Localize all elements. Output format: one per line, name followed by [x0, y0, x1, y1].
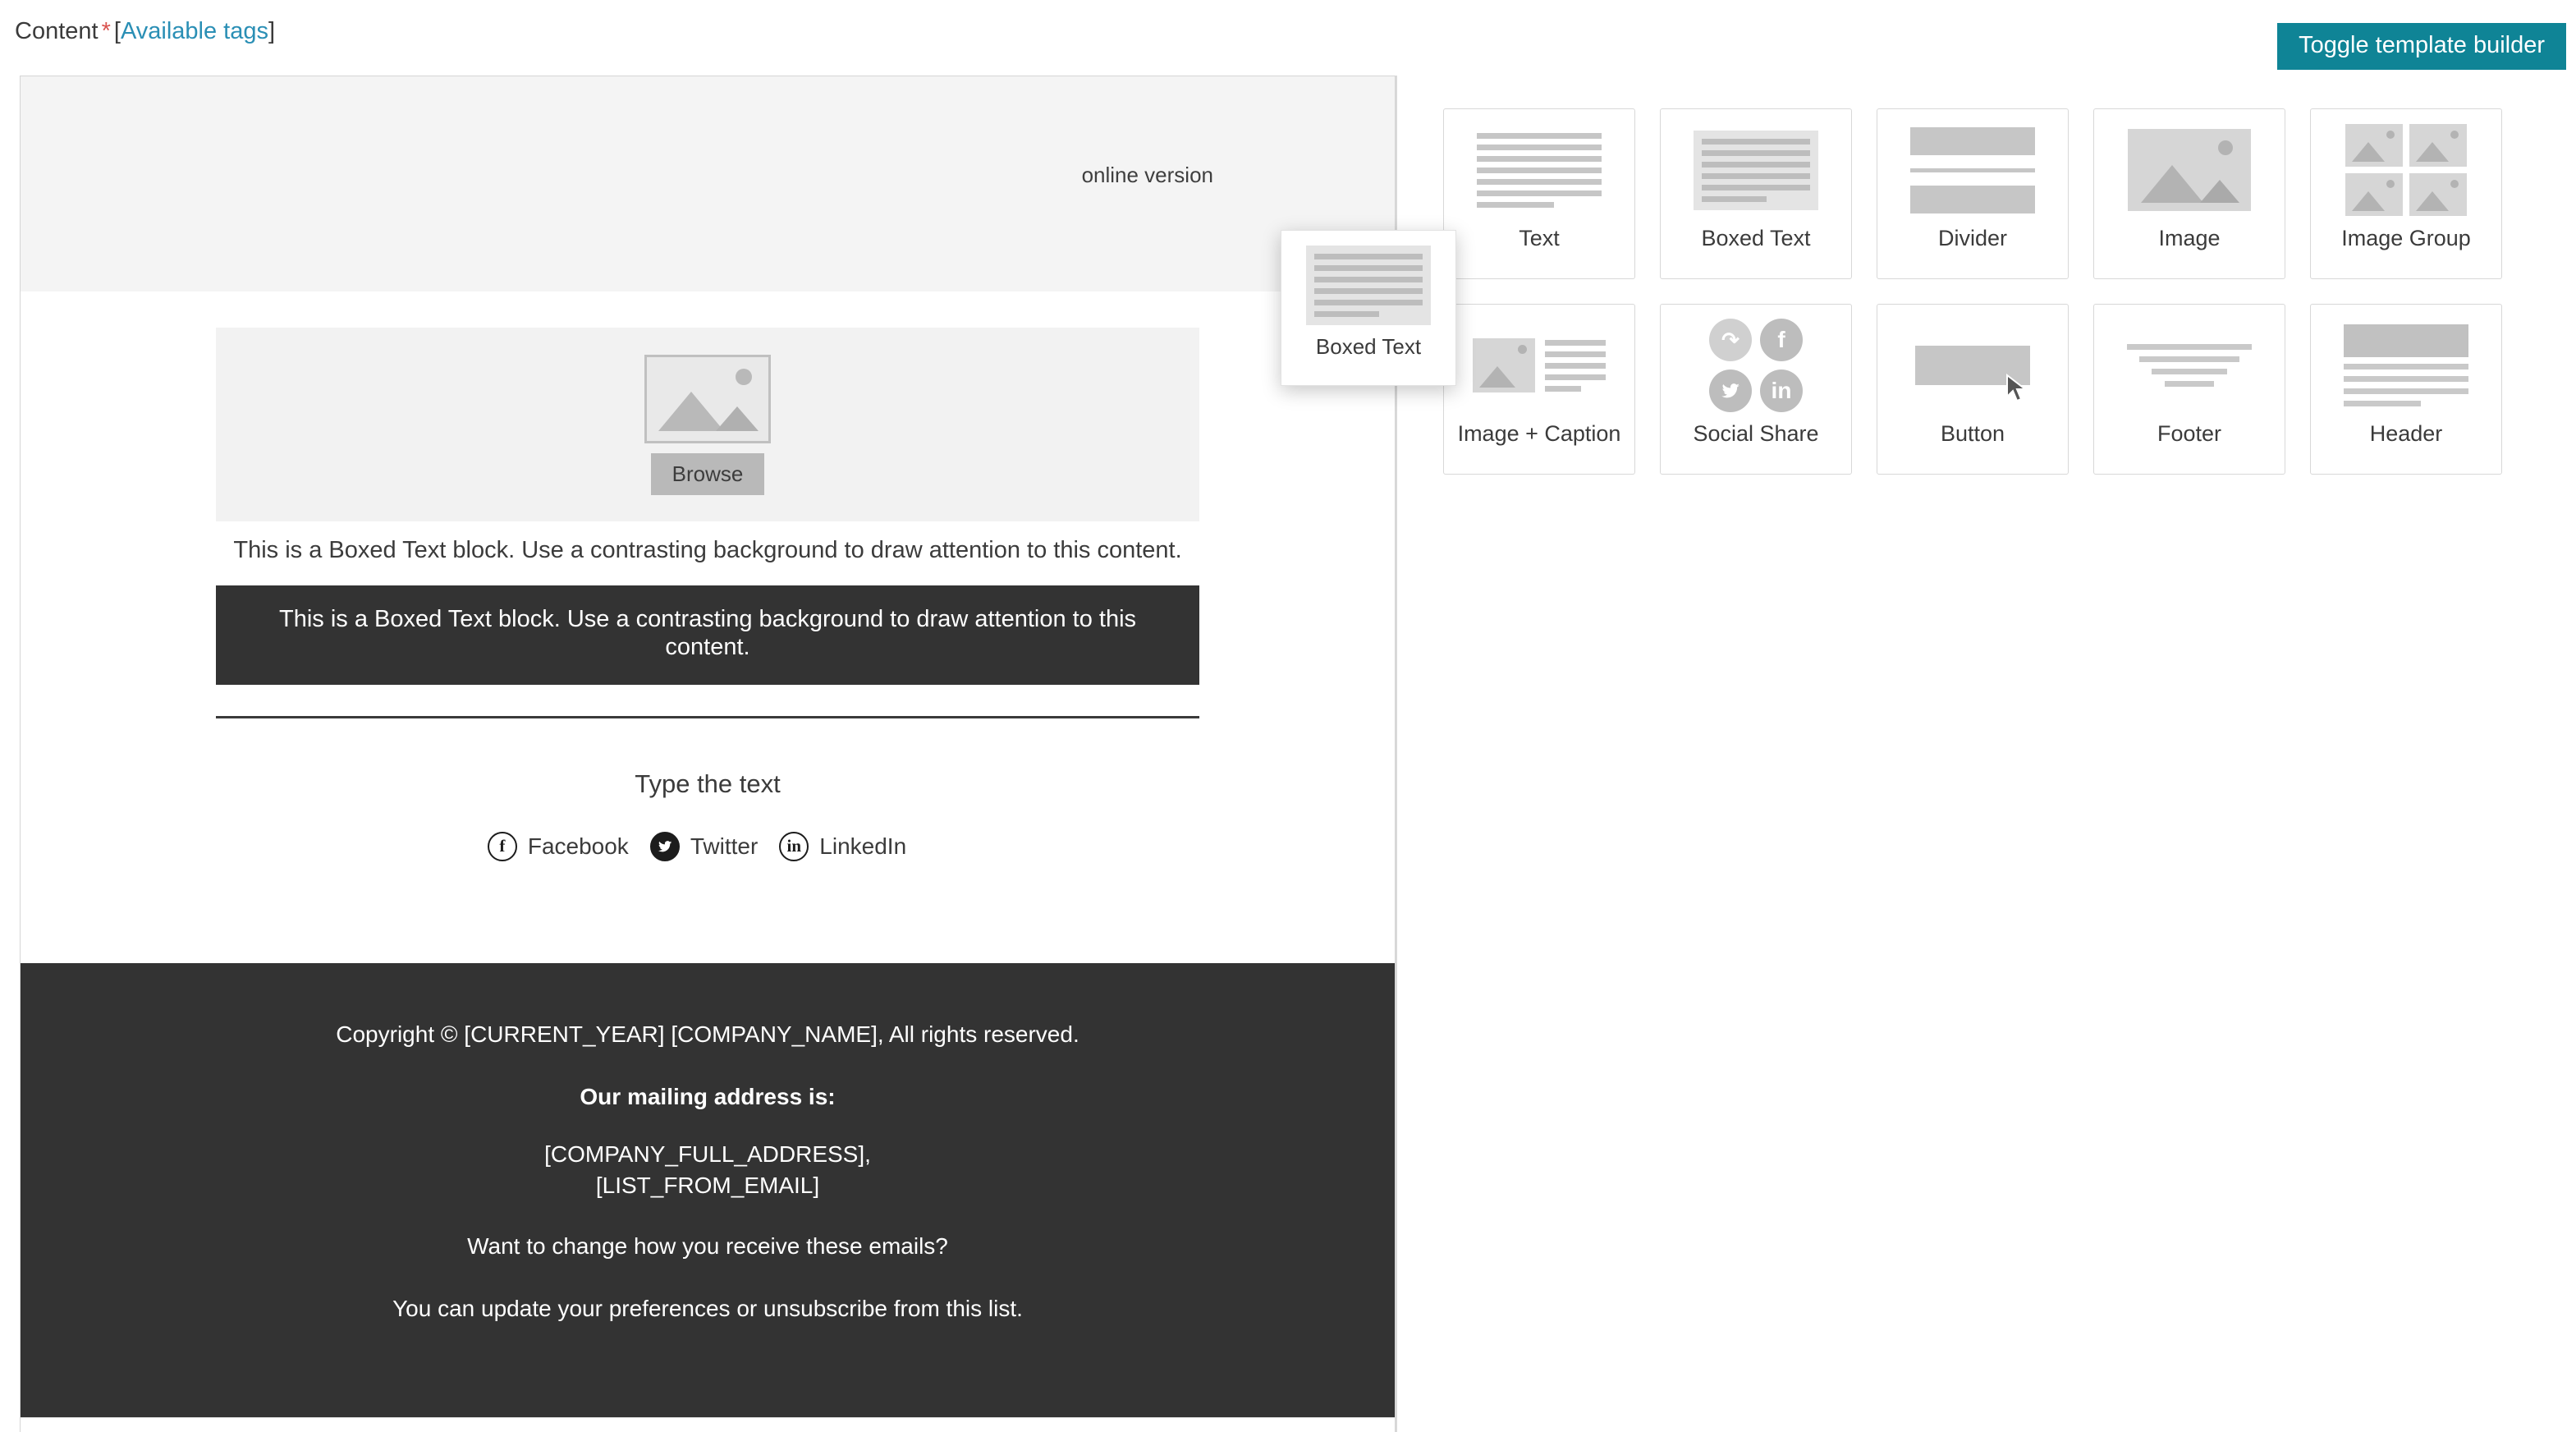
available-tags-link[interactable]: Available tags — [120, 18, 268, 44]
content-label-text: Content — [15, 18, 99, 44]
block-tile-label-button: Button — [1940, 421, 2005, 446]
block-tile-image-group[interactable] — [2310, 108, 2502, 279]
image-mountain-shape — [658, 392, 724, 431]
required-marker: * — [101, 18, 111, 44]
block-tile-image[interactable] — [2093, 108, 2285, 279]
browse-button[interactable]: Browse — [651, 453, 765, 495]
footer-block-icon — [2094, 305, 2285, 426]
block-tile-image-caption[interactable] — [1443, 304, 1635, 475]
share-icon: ↷ — [1709, 319, 1752, 361]
social-item-twitter[interactable] — [650, 832, 758, 861]
image-mountain-shape-2 — [716, 406, 759, 431]
block-tile-label-social-share: Social Share — [1693, 421, 1819, 446]
image-sun-shape — [736, 369, 752, 385]
block-tile-text[interactable] — [1443, 108, 1635, 279]
dragged-block-ghost[interactable] — [1281, 230, 1456, 386]
preview-header-block[interactable] — [21, 76, 1395, 291]
facebook-icon: f — [488, 832, 517, 861]
block-tile-button[interactable] — [1877, 304, 2069, 475]
block-tile-label-image-group: Image Group — [2341, 226, 2471, 250]
block-tile-label-text: Text — [1519, 226, 1560, 250]
boxed-text-block-icon — [1281, 231, 1455, 339]
divider-block[interactable] — [216, 716, 1199, 718]
linkedin-icon: in — [779, 832, 809, 861]
social-item-linkedin[interactable] — [779, 832, 906, 861]
block-tile-social-share[interactable] — [1660, 304, 1852, 475]
block-tile-label-image-caption: Image + Caption — [1457, 421, 1621, 446]
boxed-text-block-icon — [1661, 109, 1851, 231]
editor-main — [0, 76, 2576, 1432]
footer-mailing-heading: Our mailing address is: — [580, 1084, 836, 1109]
twitter-icon — [650, 832, 680, 861]
footer-address — [21, 1139, 1395, 1201]
text-block-icon — [1444, 109, 1634, 231]
social-item-facebook[interactable] — [488, 832, 629, 861]
footer-block[interactable] — [21, 963, 1395, 1432]
social-label-facebook: Facebook — [527, 833, 629, 859]
dragged-block-label: Boxed Text — [1315, 334, 1422, 359]
footer-address-line2: [LIST_FROM_EMAIL] — [595, 1172, 820, 1198]
image-block-icon — [2094, 109, 2285, 231]
header-block-icon — [2311, 305, 2501, 426]
block-tile-label-header: Header — [2369, 421, 2443, 446]
content-field-label — [15, 18, 275, 45]
email-preview-canvas[interactable] — [20, 76, 1396, 1432]
social-share-block-icon — [1661, 305, 1851, 426]
block-tile-label-footer: Footer — [2157, 421, 2222, 446]
type-text-block[interactable]: Type the text — [635, 769, 781, 798]
block-tile-label-divider: Divider — [1937, 226, 2008, 250]
image-group-block-icon — [2311, 109, 2501, 231]
preview-body — [21, 291, 1395, 963]
toggle-template-builder-button[interactable]: Toggle template builder — [2277, 23, 2566, 70]
block-tile-label-image: Image — [2158, 226, 2221, 250]
image-caption-block-icon — [1444, 305, 1634, 426]
text-block[interactable]: This is a Boxed Text block. Use a contrasting background to draw attention to this content. — [233, 537, 1182, 563]
block-tile-boxed-text[interactable] — [1660, 108, 1852, 279]
footer-unsubscribe[interactable]: You can update your preferences or unsubscribe from this list. — [392, 1295, 1023, 1321]
social-share-block[interactable] — [216, 832, 1199, 861]
footer-copyright: Copyright © [CURRENT_YEAR] [COMPANY_NAME], All rights reserved. — [336, 1021, 1079, 1047]
footer-address-line1: [COMPANY_FULL_ADDRESS], — [544, 1141, 871, 1167]
linkedin-icon: in — [1760, 369, 1803, 412]
template-builder-panel — [1400, 76, 2556, 1432]
footer-change-preferences: Want to change how you receive these emails? — [467, 1232, 948, 1259]
bracket-open: [ — [113, 18, 121, 44]
block-tile-divider[interactable] — [1877, 108, 2069, 279]
block-tile-label-boxed-text: Boxed Text — [1701, 226, 1811, 250]
social-label-twitter: Twitter — [690, 833, 759, 859]
social-label-linkedin: LinkedIn — [819, 833, 907, 859]
boxed-text-block[interactable]: This is a Boxed Text block. Use a contrasting background to draw attention to this content. — [216, 585, 1199, 684]
bracket-close: ] — [268, 18, 276, 44]
image-placeholder-icon — [644, 355, 771, 443]
top-bar — [0, 0, 2576, 79]
divider-block-icon — [1877, 109, 2068, 231]
block-tile-grid — [1443, 108, 2502, 475]
image-block-inner[interactable] — [216, 328, 1199, 521]
facebook-icon: f — [1760, 319, 1803, 361]
online-version-link[interactable]: online version — [1081, 163, 1213, 187]
preview-bottom-strip — [21, 1417, 1395, 1432]
block-tile-footer[interactable] — [2093, 304, 2285, 475]
twitter-icon — [1709, 369, 1752, 412]
button-block-icon — [1877, 305, 2068, 426]
image-block[interactable] — [216, 328, 1199, 521]
block-tile-header[interactable] — [2310, 304, 2502, 475]
